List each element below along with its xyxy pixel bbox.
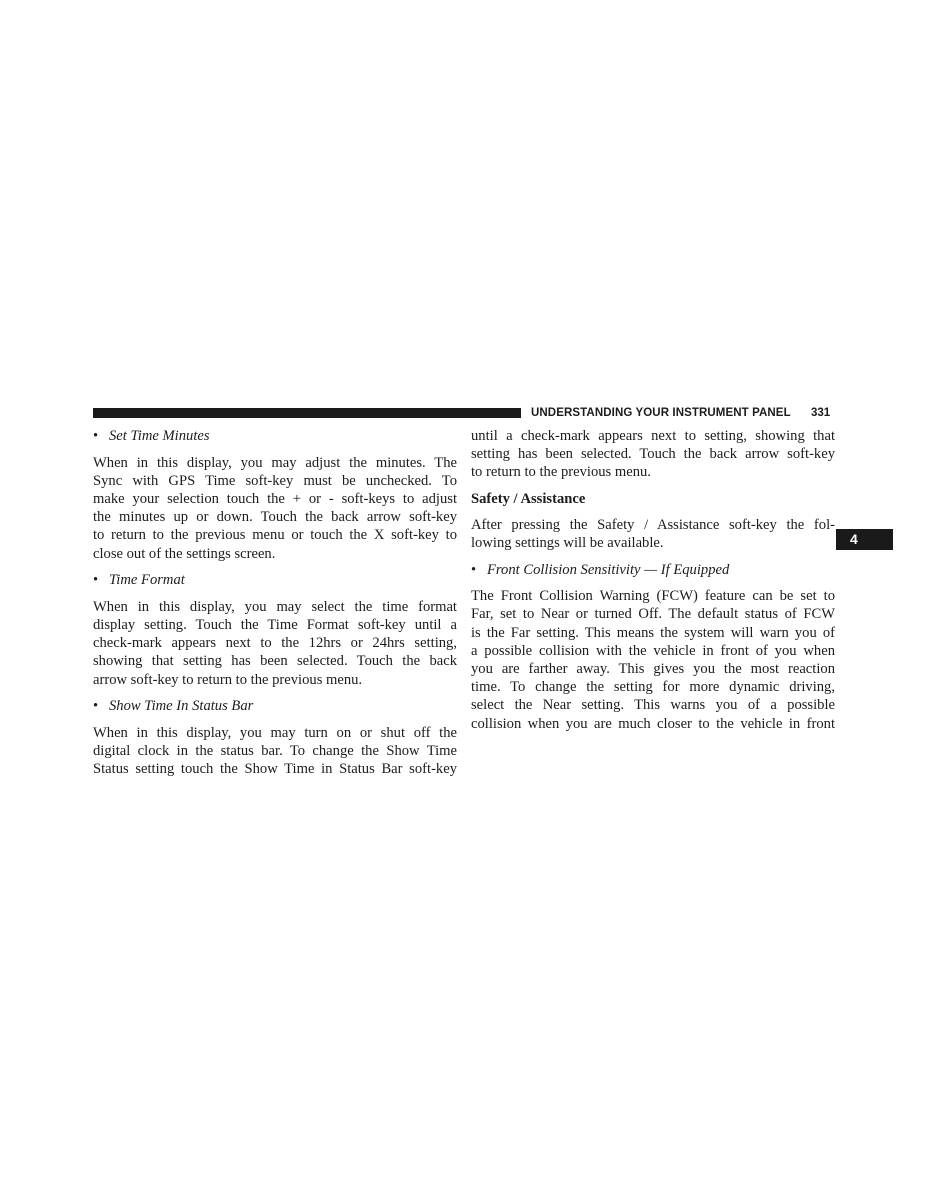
text-line: The Front Collision Warning (FCW) feature can be set to [471,588,835,605]
text-line: When in this display, you may adjust the minutes. The [93,454,457,471]
chapter-tab: 4 [836,529,893,550]
bullet-text: Front Collision Sensitivity — If Equipped [487,561,730,578]
paragraph-set-time-minutes [93,454,457,563]
text-line: display setting. Touch the Time Format soft-key until a [93,617,457,633]
bullet-dot-icon: • [93,572,99,589]
text-line: After pressing the Safety / Assistance soft-key the fol- [471,516,835,533]
text-line: Status setting touch the Show Time in Status Bar soft-key [93,761,457,778]
text-line: collision when you are much closer to the vehicle in front [471,715,835,732]
page-number: 331 [811,407,831,419]
bullet-time-format [93,571,457,589]
text-line: until a check-mark appears next to setting, showing that [471,428,835,444]
text-line: close out of the settings screen. [93,545,276,562]
bullet-text: Set Time Minutes [109,428,210,444]
paragraph-front-collision-warning [471,587,835,733]
text-line: check-mark appears next to the 12hrs or 24hrs setting, [93,635,457,652]
right-column [471,427,835,741]
paragraph-time-format [93,598,457,689]
paragraph-continued [471,427,835,482]
text-line: time. To change the setting for more dynamic driving, [471,679,835,696]
section-heading-safety-assistance: Safety / Assistance [471,491,586,507]
text-line: to return to the previous menu or touch the X soft-key to [93,527,457,544]
text-line: lowing settings will be available. [471,535,664,551]
bullet-front-collision-sensitivity [471,561,835,579]
text-line: showing that setting has been selected. Touch the back [93,653,457,670]
paragraph-show-time-in-status-bar [93,724,457,779]
text-line: you are farther away. This gives you the most reaction [471,661,835,677]
bullet-text: Show Time In Status Bar [109,698,254,715]
text-line: select the Near setting. This warns you of a possible [471,697,835,714]
bullet-dot-icon: • [471,561,477,578]
header-rule [93,408,521,418]
text-line: When in this display, you may turn on or shut off the [93,724,457,741]
text-line: Sync with GPS Time soft-key must be unchecked. To [93,472,457,489]
text-line: the minutes up or down. Touch the back arrow soft-key [93,509,457,526]
text-line: is the Far setting. This means the system will warn you of [471,624,835,641]
text-line: When in this display, you may select the time format [93,598,457,615]
bullet-text: Time Format [109,572,185,589]
text-line: to return to the previous menu. [471,464,651,481]
paragraph-safety-assistance [471,516,835,552]
bullet-dot-icon: • [93,698,99,715]
text-line: arrow soft-key to return to the previous menu. [93,671,363,688]
running-header-title: UNDERSTANDING YOUR INSTRUMENT PANEL [531,407,791,419]
text-line: make your selection touch the + or - soft-keys to adjust [93,491,457,507]
text-line: setting has been selected. Touch the back arrow soft-key [471,446,835,463]
bullet-set-time-minutes [93,427,457,445]
text-line: Far, set to Near or turned Off. The default status of FCW [471,606,835,623]
bullet-show-time-in-status-bar [93,697,457,715]
text-line: digital clock in the status bar. To change the Show Time [93,743,457,759]
left-column [93,427,457,787]
bullet-dot-icon: • [93,428,99,444]
text-line: a possible collision with the vehicle in front of you when [471,642,835,659]
